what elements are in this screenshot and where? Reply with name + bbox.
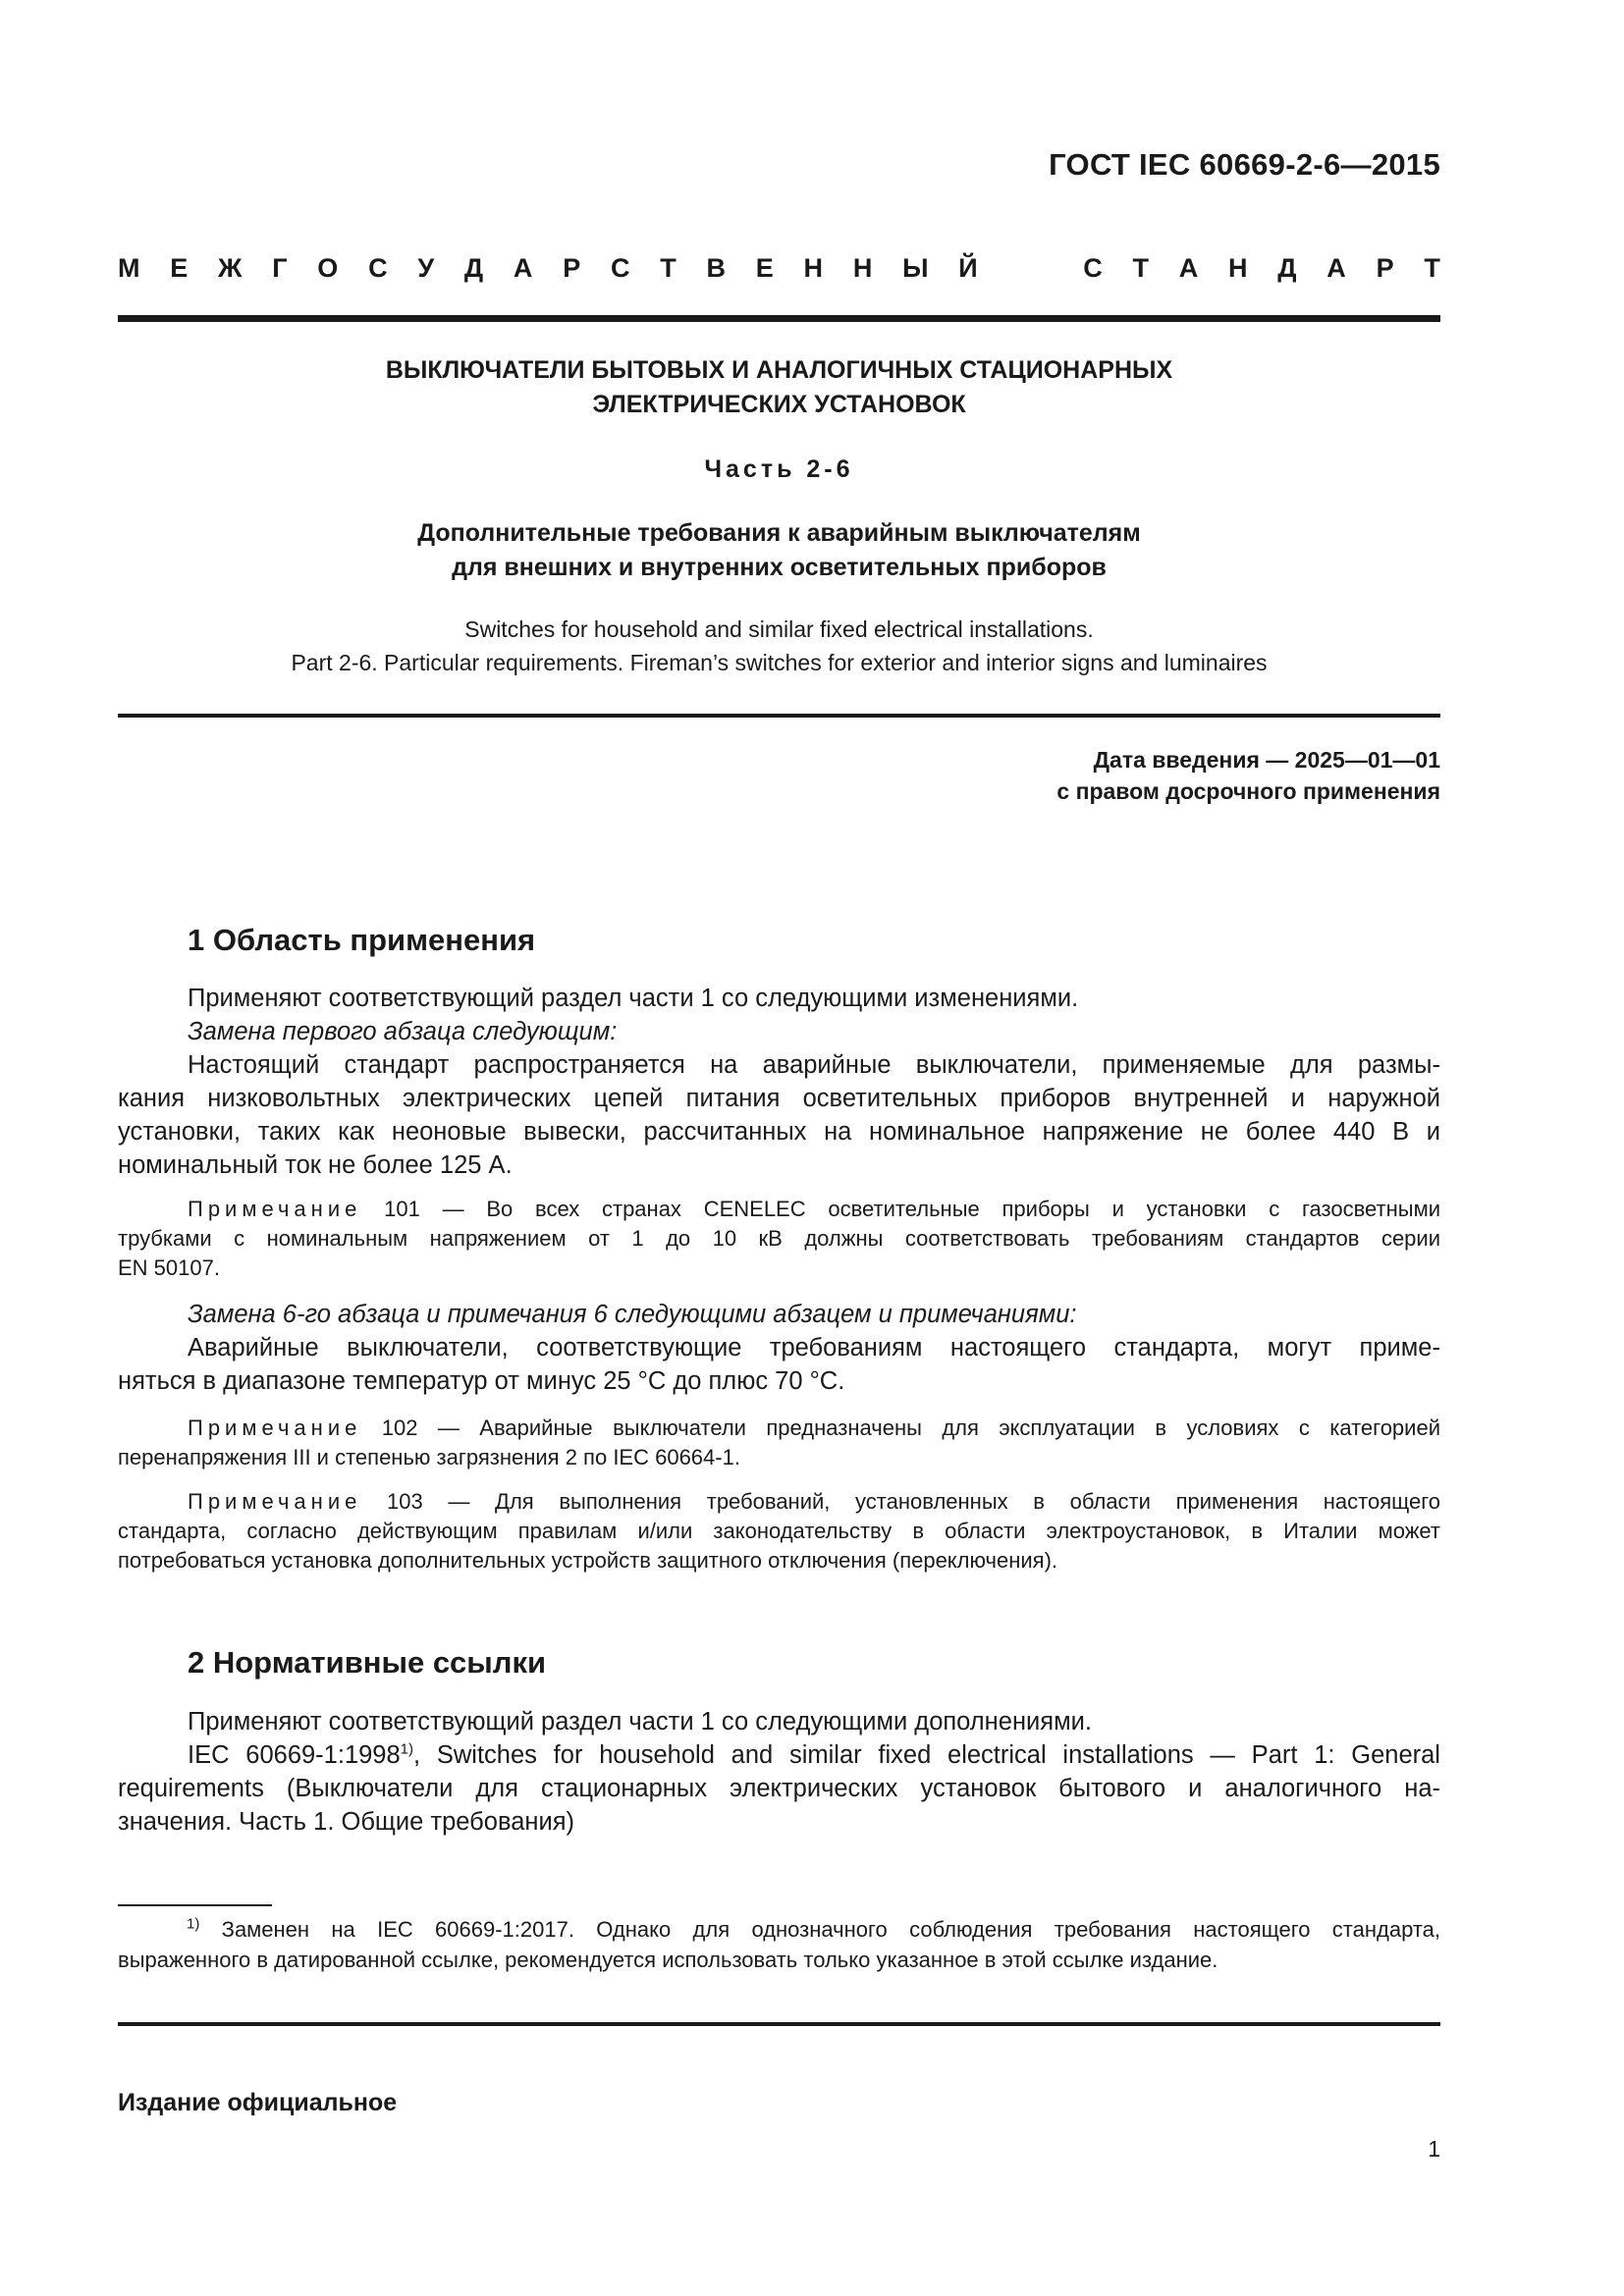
temperature-line-1: Аварийные выключатели, соответствующие требованиям настоящего стандарта, могут приме- [188, 1334, 1440, 1362]
note-101-text-1: 101 — Во всех странах CENELEC осветительные приборы и установки с газосветными [384, 1197, 1441, 1221]
document-code: ГОСТ IEC 60669-2-6—2015 [1049, 147, 1440, 182]
part-number: Часть 2-6 [704, 455, 854, 483]
note-103-text-3: потребоваться установка дополнительных устройств защитного отключения (переключения). [118, 1548, 1058, 1573]
banner-letter: А [513, 253, 533, 283]
banner-letter: У [417, 253, 435, 283]
scope-line-1: Настоящий стандарт распространяется на аварийные выключатели, применяемые для размы- [188, 1051, 1440, 1079]
english-title [118, 613, 1440, 679]
section-2-paragraph: Применяют соответствующий раздел части 1 со следующими дополнениями. [188, 1708, 1092, 1735]
footnote-ref-marker[interactable]: 1) [400, 1740, 414, 1758]
header-rule [118, 315, 1440, 322]
note-102-text-1: 102 — Аварийные выключатели предназначены для эксплуатации в условиях с категорией [381, 1415, 1440, 1440]
footnote-marker: 1) [187, 1915, 200, 1933]
standard-type-banner [118, 253, 1440, 284]
banner-letter: О [317, 253, 339, 283]
banner-letter: Й [958, 253, 978, 283]
section-2-body [118, 1705, 1440, 1839]
banner-letter: Г [272, 253, 288, 283]
document-title [118, 353, 1440, 422]
section-1-replacement-note-2: Замена 6-го абзаца и примечания 6 следующими абзацем и примечаниями: [188, 1301, 1077, 1328]
section-1-body-2 [118, 1298, 1440, 1398]
banner-letter: С [1083, 253, 1103, 283]
section-1-paragraph: Применяют соответствующий раздел части 1 со следующими изменениями. [188, 985, 1079, 1012]
english-title-line-1: Switches for household and similar fixed electrical installations. [464, 616, 1094, 642]
footer-rule [118, 2022, 1440, 2026]
banner-word-gap [1007, 253, 1053, 284]
note-103-text-1: 103 — Для выполнения требований, установленных в области применения настоящего [387, 1489, 1440, 1514]
section-1-heading: 1 Область применения [188, 923, 536, 957]
banner-letter: Е [170, 253, 189, 283]
introduction-date [1056, 744, 1440, 807]
banner-letter: Н [1228, 253, 1248, 283]
english-title-line-2: Part 2-6. Particular requirements. Fireman’s switches for exterior and interior signs and luminaires [291, 650, 1268, 675]
title-line-1: ВЫКЛЮЧАТЕЛИ БЫТОВЫХ И АНАЛОГИЧНЫХ СТАЦИОНАРНЫХ [385, 356, 1173, 384]
subtitle-line-2: для внешних и внутренних осветительных приборов [452, 554, 1107, 581]
footnote [118, 1914, 1440, 1975]
title-rule [118, 714, 1440, 718]
banner-letter: Ж [218, 253, 243, 283]
footnote-text-1: Заменен на IEC 60669-1:2017. Однако для однозначного соблюдения требования настоящего стандарта, [199, 1917, 1440, 1942]
banner-letter: Н [803, 253, 824, 283]
banner-letter: С [610, 253, 630, 283]
note-103-text-2: стандарта, согласно действующим правилам и/или законодательству в области электроустановок, в Италии может [118, 1519, 1440, 1543]
reference-line-2: requirements (Выключатели для стационарных электрических установок бытового и аналогичного на- [118, 1775, 1440, 1802]
note-101-label: Примечание [188, 1197, 362, 1221]
banner-letter: Т [1424, 253, 1440, 283]
note-101-text-2: трубками с номинальным напряжением от 1 до 10 кВ должны соответствовать требованиям стандартов серии [118, 1226, 1440, 1251]
reference-code: IEC 60669-1:1998 [188, 1741, 401, 1769]
subtitle-line-1: Дополнительные требования к аварийным выключателям [417, 519, 1141, 547]
banner-letter: Е [755, 253, 774, 283]
banner-letter: М [118, 253, 140, 283]
early-application-line: с правом досрочного применения [1056, 778, 1440, 804]
banner-letter: Т [660, 253, 677, 283]
footnote-text-2: выраженного в датированной ссылке, рекомендуется использовать только указанное в этой ссылке издание. [118, 1948, 1218, 1972]
banner-letter: А [1326, 253, 1346, 283]
banner-letter: Н [852, 253, 873, 283]
banner-letter: Д [1277, 253, 1297, 283]
note-101 [118, 1195, 1440, 1283]
banner-letter: В [706, 253, 726, 283]
banner-letter: Д [463, 253, 484, 283]
scope-line-4: номинальный ток не более 125 А. [118, 1151, 513, 1179]
introduction-date-line: Дата введения — 2025—01—01 [1093, 747, 1440, 773]
scope-line-3: установки, таких как неоновые вывески, рассчитанных на номинальное напряжение не более 440 В и [118, 1118, 1440, 1146]
reference-line-3: значения. Часть 1. Общие требования) [118, 1808, 575, 1836]
document-subtitle [118, 516, 1440, 585]
title-line-2: ЭЛЕКТРИЧЕСКИХ УСТАНОВОК [592, 391, 966, 418]
official-edition-label: Издание официальное [118, 2089, 398, 2116]
banner-letter: Ы [902, 253, 929, 283]
note-103-label: Примечание [188, 1489, 362, 1514]
note-102-text-2: перенапряжения III и степенью загрязнения 2 по IEC 60664-1. [118, 1445, 740, 1469]
section-1-replacement-note: Замена первого абзаца следующим: [188, 1018, 618, 1045]
reference-line-1 [118, 1738, 1440, 1772]
temperature-line-2: няться в диапазоне температур от минус 25 °С до плюс 70 °С. [118, 1367, 845, 1395]
note-101-text-3: EN 50107. [118, 1255, 220, 1280]
banner-letter: С [368, 253, 388, 283]
section-1-body [118, 982, 1440, 1182]
banner-letter: Р [1376, 253, 1394, 283]
banner-letter: Р [563, 253, 581, 283]
banner-letter: А [1178, 253, 1199, 283]
note-103 [118, 1487, 1440, 1575]
reference-title-1: , Switches for household and similar fixed electrical installations — Part 1: General [413, 1741, 1440, 1769]
page-number: 1 [1428, 2136, 1440, 2162]
note-102 [118, 1414, 1440, 1472]
scope-line-2: кания низковольтных электрических цепей питания осветительных приборов внутренней и наружной [118, 1085, 1440, 1112]
section-2-heading: 2 Нормативные ссылки [188, 1645, 547, 1680]
footnote-rule [118, 1904, 272, 1906]
note-102-label: Примечание [188, 1415, 362, 1440]
banner-letter: Т [1132, 253, 1149, 283]
